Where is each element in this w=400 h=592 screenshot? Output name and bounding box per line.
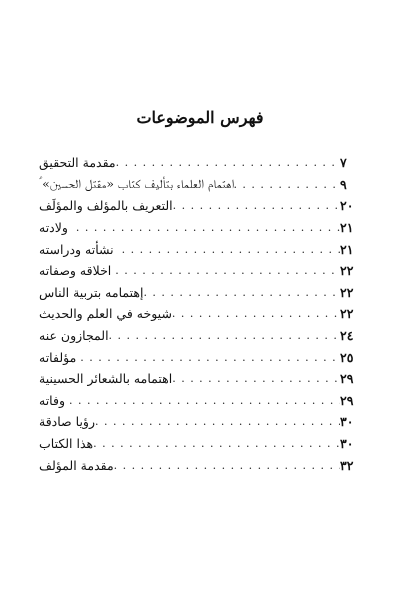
- toc-entry: [36, 411, 362, 433]
- toc-entry-label: مقدمة المؤلف: [39, 457, 114, 473]
- dot-leader: [80, 351, 340, 364]
- dot-leader: [69, 394, 340, 407]
- toc-entry: [36, 390, 362, 412]
- toc-entry: [36, 325, 362, 347]
- dot-leader: [143, 286, 340, 299]
- toc-entry-page: ٣٢: [340, 457, 354, 473]
- toc-entry-label: شيوخه في العلم والحديث: [39, 306, 172, 322]
- toc-entry: [36, 260, 362, 282]
- toc-entry-label: مؤلفاته: [39, 349, 77, 365]
- toc-entry-label: وفاته: [39, 392, 66, 408]
- toc-entry: [36, 368, 362, 390]
- dot-leader: [76, 221, 340, 234]
- toc-entry-page: ٢٤: [340, 328, 354, 344]
- dot-leader: [233, 178, 340, 191]
- page-title: فهرس الموضوعات: [136, 108, 264, 127]
- dot-leader: [172, 307, 340, 320]
- toc-entry-page: ٢١: [340, 220, 354, 236]
- toc-entry-page: ٧: [340, 155, 347, 171]
- toc-entry: [36, 195, 362, 217]
- dot-leader: [115, 264, 340, 277]
- toc-entry-label: اخلاقه وصفاته: [39, 263, 112, 279]
- toc-entry-page: ٢٢: [340, 284, 354, 300]
- toc-entry-page: ٣٠: [340, 436, 354, 452]
- toc-entry-page: ٢١: [340, 241, 354, 257]
- toc-entry-label: اهتمامه بالشعائر الحسينية: [39, 371, 173, 387]
- dot-leader: [95, 415, 340, 428]
- toc-entry: [36, 454, 362, 476]
- toc-entry-label: اهتمام العلماء بتأليف كتاب «مقتل الحسين» ؑ: [39, 176, 234, 192]
- toc-entry: [36, 433, 362, 455]
- dot-leader: [172, 372, 340, 385]
- dot-leader: [116, 156, 340, 169]
- toc-entry-page: ٢٢: [340, 306, 354, 322]
- toc-entry-page: ٢٥: [340, 349, 354, 365]
- toc-entry: [36, 303, 362, 325]
- toc-entry-label: هذا الكتاب: [39, 436, 94, 452]
- toc-entry: [36, 152, 362, 174]
- dot-leader: [109, 329, 340, 342]
- toc-entry: [36, 282, 362, 304]
- dot-leader: [173, 199, 340, 212]
- toc-entry-label: مقدمة التحقيق: [39, 155, 116, 171]
- dot-leader: [122, 243, 340, 256]
- toc-entry-label: إهتمامه بتربية الناس: [39, 284, 144, 300]
- dot-leader: [114, 459, 340, 472]
- toc-entry-page: ٢٢: [340, 263, 354, 279]
- toc-entry: [36, 346, 362, 368]
- toc-entry-page: ٩: [340, 176, 347, 192]
- toc-entry-label: المجازون عنه: [39, 328, 109, 344]
- table-of-contents: [36, 152, 362, 476]
- toc-entry: [36, 174, 362, 196]
- toc-entry: [36, 217, 362, 239]
- toc-entry: [36, 238, 362, 260]
- toc-entry-page: ٢٩: [340, 392, 354, 408]
- dot-leader: [93, 437, 340, 450]
- toc-entry-page: ٢٠: [340, 198, 354, 214]
- toc-entry-label: التعريف بالمؤلف والمؤلَف: [39, 198, 173, 214]
- toc-entry-page: ٢٩: [340, 371, 354, 387]
- toc-entry-page: ٣٠: [340, 414, 354, 430]
- toc-entry-label: نشأته ودراسته: [39, 241, 114, 257]
- toc-entry-label: رؤيا صادقة: [39, 414, 95, 430]
- toc-entry-label: ولادته: [39, 220, 68, 236]
